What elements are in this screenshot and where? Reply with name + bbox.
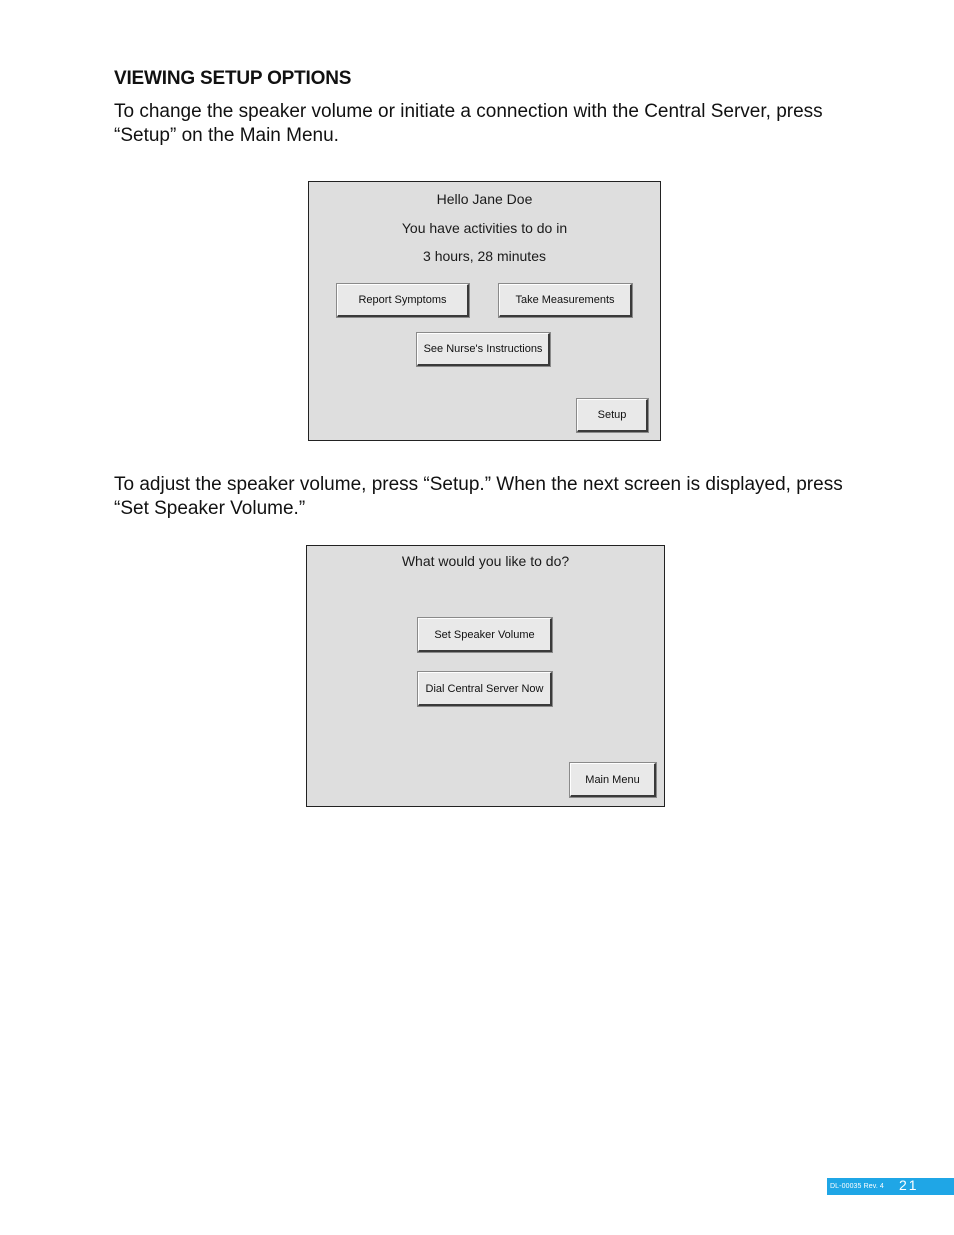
page-number: 21: [899, 1177, 919, 1193]
section-heading: VIEWING SETUP OPTIONS: [114, 68, 352, 89]
intro-paragraph: To change the speaker volume or initiate a connection with the Central Server, press “Setup” on the Main Menu.: [114, 101, 823, 146]
report-symptoms-button[interactable]: Report Symptoms: [337, 284, 469, 317]
activities-text: You have activities to do in: [401, 220, 568, 236]
page-footer: [827, 1178, 954, 1195]
main-menu-screenshot: [308, 181, 661, 441]
greeting-text: Hello Jane Doe: [436, 191, 533, 207]
time-remaining-text: 3 hours, 28 minutes: [423, 248, 546, 264]
take-measurements-button[interactable]: Take Measurements: [499, 284, 632, 317]
set-speaker-volume-button[interactable]: Set Speaker Volume: [418, 618, 552, 652]
instruction-paragraph: To adjust the speaker volume, press “Setup.” When the next screen is displayed, press “Set Speaker Volume.”: [114, 474, 843, 519]
main-menu-button[interactable]: Main Menu: [570, 763, 656, 797]
setup-prompt-text: What would you like to do?: [401, 553, 570, 569]
document-id: DL-00035 Rev. 4: [830, 1183, 884, 1190]
dial-central-server-button[interactable]: Dial Central Server Now: [418, 672, 552, 706]
setup-screenshot: [306, 545, 665, 807]
setup-button[interactable]: Setup: [577, 399, 648, 432]
nurse-instructions-button[interactable]: See Nurse's Instructions: [417, 333, 550, 366]
